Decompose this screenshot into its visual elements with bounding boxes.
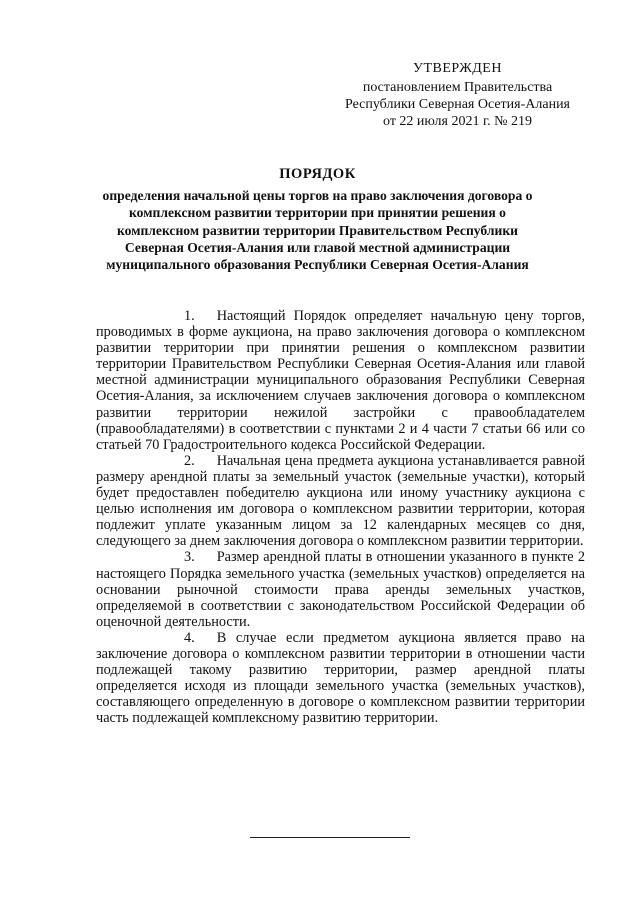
paragraph-4-text: В случае если предметом аукциона является право на заключение договора о комплексном развитии территории в отношении части подлежащей такому развитию территории, размер арендной платы определяется исходя из площади земельного участка (земельных участков), составляющего определенную в договоре о комплексном развитии территории часть подлежащей комплексному развитию территории. <box>96 629 585 727</box>
paragraph-3 <box>96 549 585 629</box>
paragraph-1-number: 1. <box>184 308 195 324</box>
approval-line-1: постановлением Правительства <box>362 80 553 95</box>
paragraph-2 <box>96 453 585 550</box>
document-title-block <box>100 166 535 273</box>
paragraph-1-text: Настоящий Порядок определяет начальную цену торгов, проводимых в форме аукциона, на право заключения договора о комплексном развитии территории при принятии решения о комплексном развитии территории Правительством Республики Северная Осетия-Алания или главой местной администрации муниципального образования Республики Северная Осетия-Алания, за исключением случаев заключения договора о комплексном развитии территории нежилой застройки с правообладателем (правообладателями) в соответствии с пунктами 2 и 4 части 7 статьи 66 или со статьей 70 Градостроительного кодекса Российской Федерации. <box>96 308 585 453</box>
document-subtitle: определения начальной цены торгов на право заключения договора о комплексном развитии территории при принятии решения о комплексном развитии территории Правительством Республики Северная Осетия-Алания или главой местной администрации муниципального образования Республики Северная Осетия-Алания <box>102 188 533 273</box>
paragraph-3-number: 3. <box>184 549 195 566</box>
paragraph-4 <box>96 630 585 727</box>
approval-stamp <box>330 60 585 130</box>
paragraph-1 <box>96 308 585 453</box>
paragraph-3-text: Размер арендной платы в отношении указанного в пункте 2 настоящего Порядка земельного участка (земельных участков) определяется на основании рыночной стоимости права аренды земельных участков, определяемой в соответствии с законодательством Российской Федерации об оценочной деятельности. <box>96 549 585 630</box>
approval-line-2: Республики Северная Осетия-Алания <box>345 97 570 112</box>
approval-heading: УТВЕРЖДЕН <box>413 61 502 76</box>
approval-line-3: от 22 июля 2021 г. № 219 <box>383 114 532 129</box>
paragraph-2-text: Начальная цена предмета аукциона устанавливается равной размеру арендной платы за земельный участок (земельные участки), который будет предоставлен победителю аукциона или иному участнику аукциона с целью исполнения им договора о комплексном развитии территории, которая подлежит уплате указанным лицом за 12 календарных месяцев со дня, следующего за днем заключения договора о комплексном развитии территории. <box>96 452 585 550</box>
closing-divider-line <box>250 837 410 838</box>
paragraph-4-number: 4. <box>184 629 195 646</box>
document-title: ПОРЯДОК <box>279 166 356 182</box>
paragraph-2-number: 2. <box>184 452 195 469</box>
document-body <box>96 308 585 726</box>
